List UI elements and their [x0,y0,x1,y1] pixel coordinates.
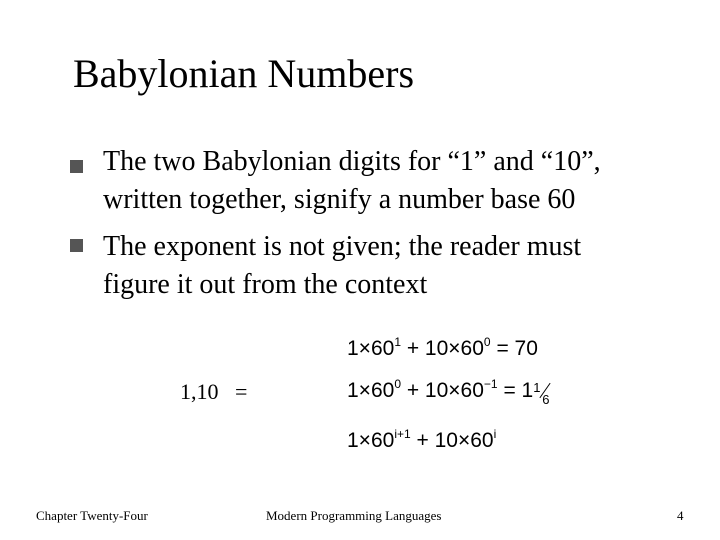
footer-page-number: 4 [677,508,684,523]
eq1-result: = 70 [490,337,538,360]
eq2-term-a: 1×60 [347,379,395,402]
footer-chapter: Chapter Twenty-Four [36,508,148,523]
slide-title: Babylonian Numbers [73,51,415,96]
eq1-exponent-1: 1 [394,335,401,349]
equation-lhs: 1,10 = [180,379,248,404]
equation-row-1 [347,336,538,362]
eq2-result: = 1 [497,379,534,402]
eq2-exponent-1: 0 [394,377,401,391]
eq3-term-a: 1×60 [347,429,395,452]
eq3-exponent-2: i [493,427,497,441]
fraction-denominator: 6 [542,392,550,407]
bullet-2-line-1: The exponent is not given; the reader must [103,231,582,262]
bullet-square-icon [70,239,83,252]
eq3-term-b: + 10×60 [410,429,494,452]
eq2-term-b: + 10×60 [401,379,484,402]
eq1-term-a: 1×60 [347,337,395,360]
eq1-exponent-2: 0 [483,335,491,349]
footer-course: Modern Programming Languages [266,508,442,523]
bullet-square-icon [70,160,83,173]
fraction-numerator: 1 [533,380,541,395]
eq3-exponent-1: i+1 [394,427,411,441]
equation-row-2 [347,377,553,407]
bullet-1-line-2: written together, signify a number base 60 [103,184,576,215]
eq2-exponent-2: −1 [483,377,498,391]
equation-row-3 [347,428,496,454]
bullet-1-line-1: The two Babylonian digits for “1” and “10”, [103,146,601,177]
eq2-fraction [533,378,553,407]
bullet-2-line-2: figure it out from the context [103,269,428,300]
eq1-term-b: + 10×60 [401,337,484,360]
